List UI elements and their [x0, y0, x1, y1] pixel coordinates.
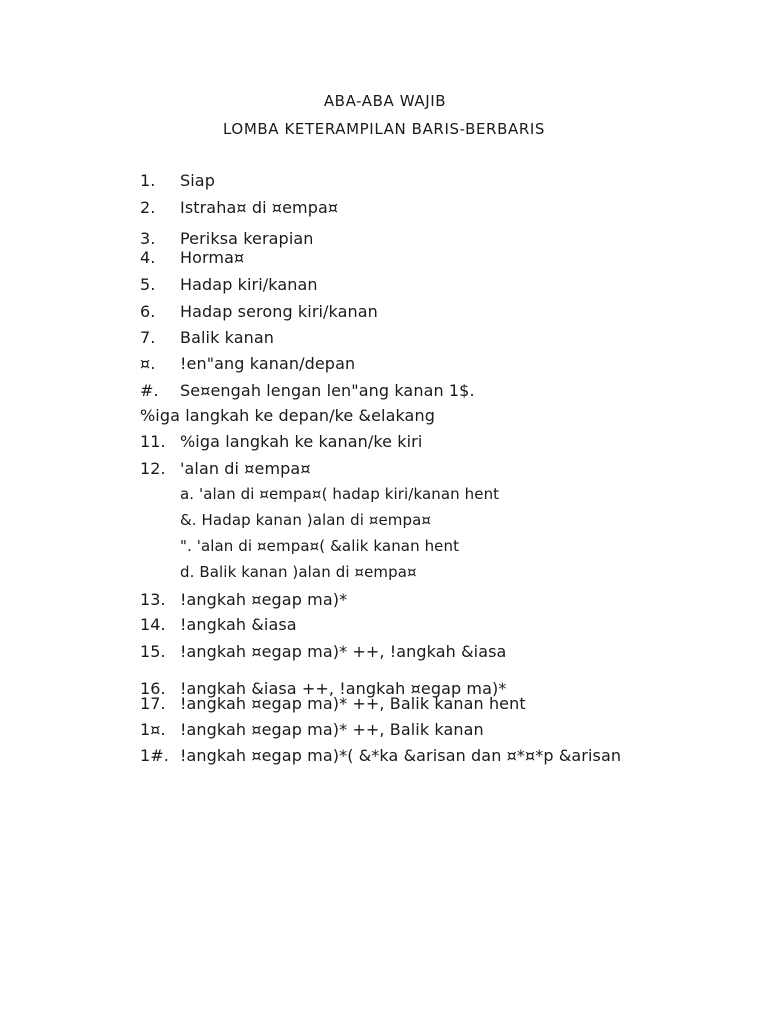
- item-number: 1¤.: [140, 720, 166, 739]
- sub-item-text: ". 'alan di ¤empa¤( &alik kanan hent: [180, 537, 460, 555]
- item-number: 1.: [140, 171, 156, 190]
- item-number: 14.: [140, 615, 166, 634]
- item-text: !en"ang kanan/depan: [180, 354, 356, 373]
- item-text: !angkah &iasa ++, !angkah ¤egap ma)*: [180, 679, 507, 698]
- item-number: ¤.: [140, 354, 156, 373]
- item-text: Siap: [180, 171, 215, 190]
- item-text: Hadap kiri/kanan: [180, 275, 318, 294]
- item-number: 13.: [140, 590, 166, 609]
- item-text: !angkah &iasa: [180, 615, 297, 634]
- item-number: 12.: [140, 459, 166, 478]
- item-number: 15.: [140, 642, 166, 661]
- item-number: 1#.: [140, 746, 169, 765]
- item-number: 3.: [140, 229, 156, 248]
- item-text: 'alan di ¤empa¤: [180, 459, 311, 478]
- item-text: %iga langkah ke depan/ke &elakang: [140, 406, 435, 425]
- sub-item-text: a. 'alan di ¤empa¤( hadap kiri/kanan hent: [180, 485, 500, 503]
- item-number: 5.: [140, 275, 156, 294]
- item-text: !angkah ¤egap ma)* ++, !angkah &iasa: [180, 642, 507, 661]
- item-text: Horma¤: [180, 248, 245, 267]
- sub-item-text: d. Balik kanan )alan di ¤empa¤: [180, 563, 417, 581]
- item-text: !angkah ¤egap ma)*( &*ka &arisan dan ¤*¤*p &arisan: [180, 746, 622, 765]
- item-number: 4.: [140, 248, 156, 267]
- item-text: !angkah ¤egap ma)* ++, Balik kanan hent: [180, 694, 526, 713]
- document-title: ABA-ABA WAJIB: [323, 92, 447, 110]
- item-number: 7.: [140, 328, 156, 347]
- document-subtitle: LOMBA KETERAMPILAN BARIS-BERBARIS: [223, 120, 545, 138]
- item-number: #.: [140, 381, 159, 400]
- item-number: 11.: [140, 432, 166, 451]
- item-number: 6.: [140, 302, 156, 321]
- item-text: %iga langkah ke kanan/ke kiri: [180, 432, 423, 451]
- sub-item-text: &. Hadap kanan )alan di ¤empa¤: [180, 511, 432, 529]
- item-text: Balik kanan: [180, 328, 274, 347]
- item-number: 17.: [140, 694, 166, 713]
- item-text: Istraha¤ di ¤empa¤: [180, 198, 339, 217]
- item-text: Se¤engah lengan len"ang kanan 1$.: [180, 381, 475, 400]
- item-number: 2.: [140, 198, 156, 217]
- item-text: Hadap serong kiri/kanan: [180, 302, 378, 321]
- item-text: !angkah ¤egap ma)*: [180, 590, 348, 609]
- item-number: 16.: [140, 679, 166, 698]
- item-text: !angkah ¤egap ma)* ++, Balik kanan: [180, 720, 484, 739]
- item-text: Periksa kerapian: [180, 229, 314, 248]
